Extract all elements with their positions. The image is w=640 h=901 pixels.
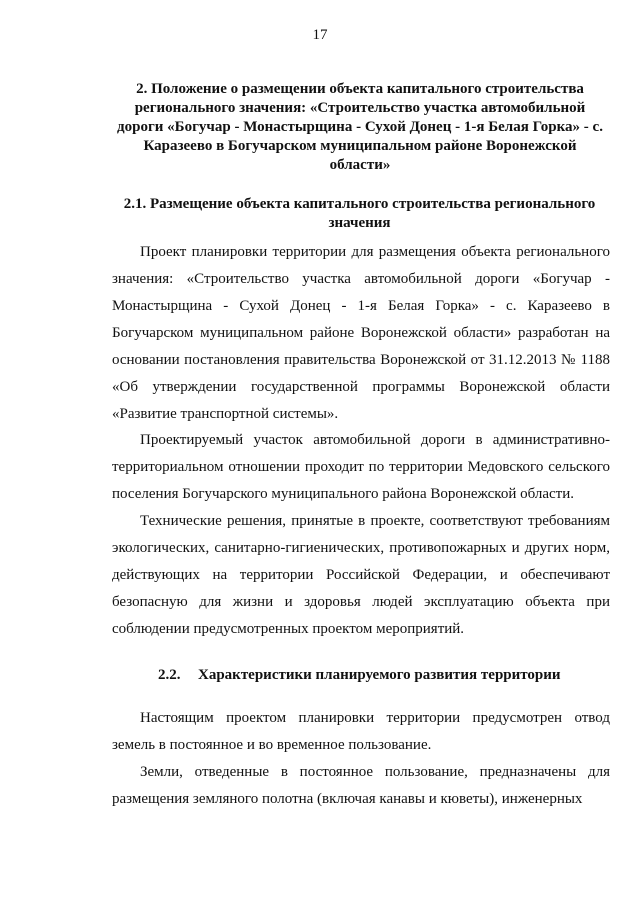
paragraph: Технические решения, принятые в проекте, соответствуют требованиям экологических, санитарно-гигиенических, противопожарных и других норм, действующих на территории Российской Федерации, и обеспечивают безопасную для жизни и здоровья людей эксплуатацию объекта при соблюдении предусмотренных проектом мероприятий. xyxy=(112,513,610,637)
subsection-2-title xyxy=(158,666,618,685)
subsection-2-number: 2.2. xyxy=(158,667,181,683)
subsection-1-title: 2.1. Размещение объекта капитального строительства регионального значения xyxy=(123,196,596,231)
subsection-2-title-text: Характеристики планируемого развития территории xyxy=(198,667,561,683)
paragraph: Проект планировки территории для размещения объекта регионального значения: «Строительство участка автомобильной дороги «Богучар - Монастырщина - Сухой Донец - 1-я Белая Горка» - с. Каразеево в Богучарском муниципальном районе Воронежской области» разработан на основании постановления правительства Воронежской от 31.12.2013 № 1188 «Об утверждении государственной программы Воронежской области «Развитие транспортной системы». xyxy=(112,244,610,422)
page-number: 17 xyxy=(312,27,328,43)
section-title: 2. Положение о размещении объекта капитального строительства регионального значения: «Строительство участка автомобильной дороги «Богучар - Монастырщина - Сухой Донец - 1-я Белая Горка» - с. Каразеево в Богучарском муниципальном районе Воронежской области» xyxy=(117,81,603,173)
paragraph: Проектируемый участок автомобильной дороги в административно-территориальном отношении проходит по территории Медовского сельского поселения Богучарского муниципального района Воронежской области. xyxy=(112,432,610,502)
paragraph: Земли, отведенные в постоянное пользование, предназначены для размещения земляного полотна (включая канавы и кюветы), инженерных xyxy=(112,764,610,807)
paragraph: Настоящим проектом планировки территории предусмотрен отвод земель в постоянное и во временное пользование. xyxy=(112,710,610,753)
